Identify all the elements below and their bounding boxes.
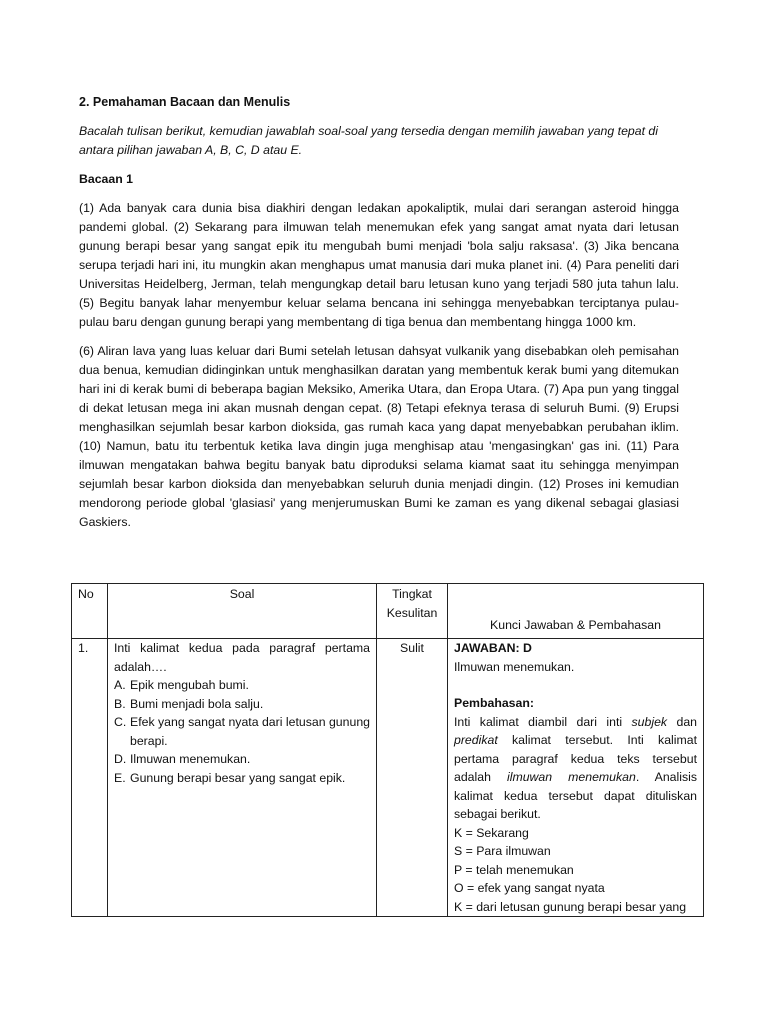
option-text: Epik mengubah bumi. <box>130 678 249 692</box>
section-title: 2. Pemahaman Bacaan dan Menulis <box>79 95 291 109</box>
explanation-emphasis: predikat <box>454 733 498 747</box>
sentence-12: (12) Proses ini kemudian mendorong periode global 'glasiasi' yang menjerumuskan Bumi ke zaman es yang dikenal sebagai glasiasi Gaskiers. <box>79 477 679 529</box>
option-text: Efek yang sangat nyata dari letusan gunung berapi. <box>130 715 370 748</box>
sentence-7: (7) Apa pun yang tinggal di dekat letusan mega ini akan musnah dengan cepat. <box>79 382 679 415</box>
sentence-11: (11) Para ilmuwan mengatakan bahwa begitu banyak batu diproduksi selama kiamat saat itu sehingga menyimpan sejumlah besar karbon dioksida dan menyebabkan seluruh dunia menjadi dingin. <box>79 439 679 491</box>
analysis-line: S = Para ilmuwan <box>454 844 551 858</box>
option-letter: E. <box>114 770 126 785</box>
analysis-line: P = telah menemukan <box>454 862 574 877</box>
option-letter: D. <box>114 752 127 766</box>
reading-paragraph-1 <box>79 199 679 332</box>
question-table <box>71 583 704 917</box>
answer-options <box>114 676 370 787</box>
option-letter: C. <box>114 715 127 729</box>
question-text: Inti kalimat kedua pada paragraf pertama adalah…. <box>114 641 370 674</box>
explanation-part: kalimat tersebut. Inti kalimat pertama paragraf kedua teks tersebut adalah <box>454 733 697 784</box>
row-number: 1. <box>72 639 108 917</box>
sentence-8: (8) Tetapi efeknya terasa di seluruh Bumi. <box>386 401 621 415</box>
sentence-2: (2) Sekarang para ilmuwan telah menemukan efek yang sangat amat nyata dari letusan gunung berapi besar yang sangat epik itu mengubah bumi menjadi 'bola salju raksasa'. <box>79 220 679 253</box>
document-content <box>79 93 679 542</box>
header-no: No <box>72 584 108 639</box>
explanation-part: . Analisis kalimat kedua tersebut dapat dituliskan sebagai berikut. <box>454 770 697 821</box>
answer-text: Ilmuwan menemukan. <box>454 659 575 674</box>
header-level: Tingkat Kesulitan <box>377 584 448 639</box>
explanation-part: Inti kalimat diambil dari inti <box>454 714 632 729</box>
explanation-emphasis: ilmuwan menemukan <box>506 770 636 784</box>
option-e <box>114 769 370 788</box>
explanation-title: Pembahasan: <box>454 696 534 710</box>
analysis-line: O = efek yang sangat nyata <box>454 881 605 895</box>
explanation-text <box>454 713 697 824</box>
sentence-1: (1) Ada banyak cara dunia bisa diakhiri dengan ledakan apokaliptik, mulai dari serangan asteroid hingga pandemi global. <box>79 201 679 234</box>
question-cell <box>108 639 377 917</box>
answer-cell <box>448 639 704 917</box>
option-text: Bumi menjadi bola salju. <box>130 696 264 711</box>
reading-title: Bacaan 1 <box>79 172 134 186</box>
section-intro: Bacalah tulisan berikut, kemudian jawablah soal-soal yang tersedia dengan memilih jawaban yang tepat di antara pilihan jawaban A, B, C, D atau E. <box>79 124 658 157</box>
sentence-6: (6) Aliran lava yang luas keluar dari Bumi setelah letusan dahsyat vulkanik yang disebabkan oleh pemisahan dua benua, kemudian didinginkan untuk menghasilkan daratan yang membentuk kerak bumi yang ditemukan hari ini di kerak bumi di beberapa bagian Meksiko, Amerika Utara, dan Eropa Utara. <box>79 344 679 396</box>
sentence-3: (3) Jika bencana serupa terjadi hari ini, itu mungkin akan menghapus umat manusia dari muka planet ini. <box>79 239 679 272</box>
header-key: Kunci Jawaban & Pembahasan <box>448 584 704 639</box>
option-letter: B. <box>114 696 126 711</box>
option-text: Gunung berapi besar yang sangat epik. <box>130 770 346 785</box>
option-c <box>114 713 370 750</box>
option-text: Ilmuwan menemukan. <box>130 752 251 766</box>
sentence-9: (9) Erupsi menghasilkan sejumlah besar karbon dioksida, gas rumah kaca yang dapat menyebabkan perubahan iklim. <box>79 401 679 434</box>
sentence-10: (10) Namun, batu itu terbentuk ketika lava dingin juga menghisap atau 'mengasingkan' gas ini. <box>79 439 621 453</box>
analysis-line: K = dari letusan gunung berapi besar yang <box>454 899 687 914</box>
reading-paragraph-2 <box>79 342 679 532</box>
header-soal: Soal <box>108 584 377 639</box>
table-header-row <box>72 584 704 639</box>
analysis-line: K = Sekarang <box>454 825 529 840</box>
explanation-part: dan <box>667 714 697 729</box>
difficulty-level: Sulit <box>377 639 448 917</box>
option-b <box>114 695 370 714</box>
answer-key: JAWABAN: D <box>454 641 532 655</box>
option-a <box>114 676 370 695</box>
option-letter: A. <box>114 678 126 692</box>
explanation-emphasis: subjek <box>631 714 668 729</box>
sentence-analysis <box>454 824 697 917</box>
table-row <box>72 639 704 917</box>
option-d <box>114 750 370 769</box>
sentence-5: (5) Begitu banyak lahar menyembur keluar selama bencana ini sehingga menyebabkan terciptanya pulau-pulau baru dengan gunung berapi yang membentang di tiga benua dan membentang hingga 1000 km. <box>79 296 679 329</box>
sentence-4: (4) Para peneliti dari Universitas Heidelberg, Jerman, telah mengungkap detail baru letusan kuno yang terjadi 580 juta tahun lalu. <box>79 258 679 291</box>
